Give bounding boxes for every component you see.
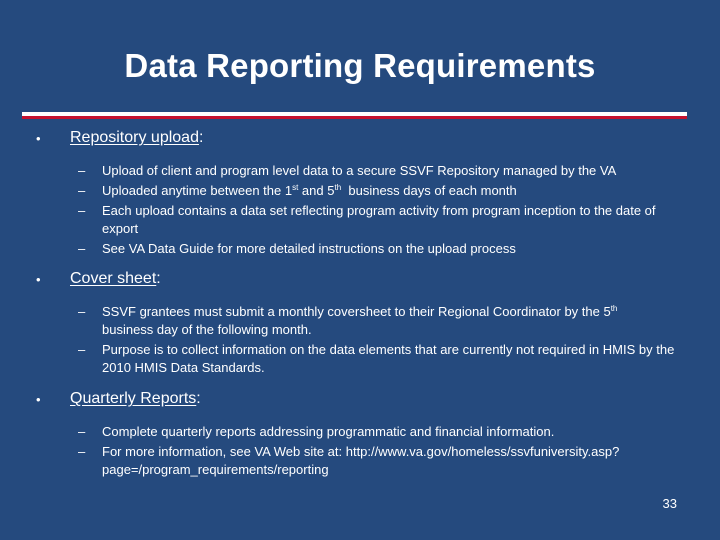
heading-text: Repository upload [70,129,199,146]
heading-colon: : [198,129,204,146]
bullet-row [0,129,720,151]
bullet-heading [70,390,201,408]
dash-icon: – [78,304,86,319]
dash-icon: – [78,241,86,256]
heading-text: Quarterly Reports [70,390,197,407]
sub-item [0,443,720,479]
sub-item [0,303,720,339]
bullet-row [0,390,720,412]
sub-item [0,341,720,377]
bullet-heading [70,270,161,288]
superscript: th [334,183,342,192]
dash-icon: – [78,183,86,198]
slide-title: Data Reporting Requirements [124,47,596,84]
sub-item [0,423,720,441]
dash-icon: – [78,163,86,178]
page-number: 33 [662,496,677,511]
heading-colon: : [196,390,201,407]
heading-colon: : [156,270,161,287]
bullet-row [0,270,720,292]
bullet-icon: • [36,272,41,287]
sub-list [0,303,720,377]
heading-text: Cover sheet [70,270,157,287]
section-cover-sheet [0,270,720,379]
sub-item-text: Complete quarterly reports addressing programmatic and financial information. [102,424,555,439]
superscript: st [292,183,299,192]
sub-item [0,162,720,180]
text-part: SSVF grantees must submit a monthly coversheet to their Regional Coordinator by the 5 [102,304,611,319]
bullet-icon: • [36,392,41,407]
bullet-heading [70,129,203,147]
dash-icon: – [78,342,86,357]
text-part: business day of the following month. [102,322,312,337]
sub-item-text [102,182,692,200]
sub-item [0,202,720,238]
sub-item-text [102,303,667,339]
section-quarterly-reports [0,390,720,481]
sub-list [0,423,720,479]
sub-list [0,162,720,258]
title-rule-red [22,116,687,119]
text-part: business days of each month [341,183,517,198]
sub-item [0,240,720,258]
sub-item-text: Upload of client and program level data to a secure SSVF Repository managed by the VA [102,163,617,178]
sub-item-text: For more information, see VA Web site at: http://www.va.gov/homeless/ssvfuniversity.asp?page=/program_requirements/reporting [102,444,620,477]
dash-icon: – [78,444,86,459]
text-part: and 5 [298,183,335,198]
sub-item-text: Purpose is to collect information on the data elements that are currently not required in HMIS by the 2010 HMIS Data Standards. [102,342,675,375]
section-repository-upload [0,129,720,260]
sub-item-text: Each upload contains a data set reflecting program activity from program inception to the date of export [102,203,656,236]
dash-icon: – [78,203,86,218]
superscript: th [610,304,618,313]
bullet-icon: • [36,131,41,146]
sub-item-text: See VA Data Guide for more detailed instructions on the upload process [102,241,516,256]
text-part: Uploaded anytime between the 1 [102,183,293,198]
sub-item [0,182,720,200]
dash-icon: – [78,424,86,439]
